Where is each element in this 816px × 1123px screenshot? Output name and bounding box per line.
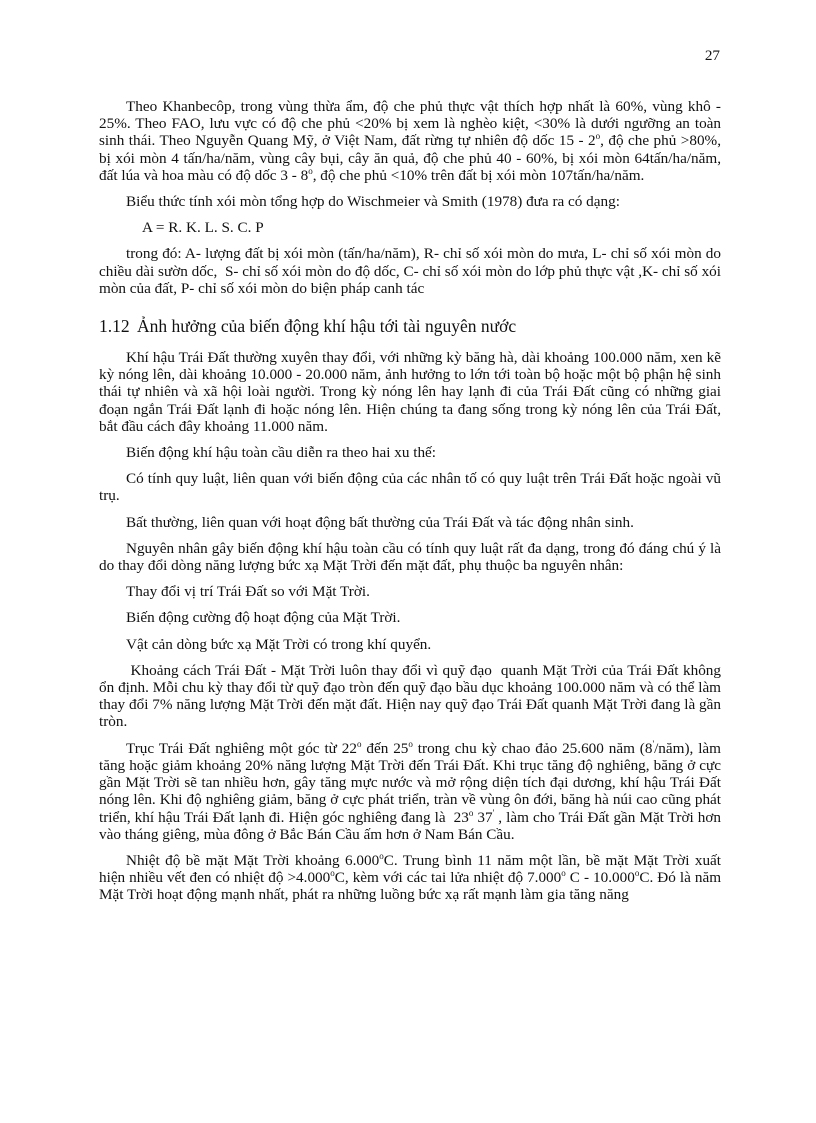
paragraph: Nhiệt độ bề mặt Mặt Trời khoảng 6.000$^o$C. Trung bình 11 năm một lần, bề mặt Mặt Trời xuất hiện nhiều vết đen có nhiệt độ $>4.000^oC$, kèm với các tai lửa nhiệt độ 7.000$^o$ C - 10.000$^o$C. Đó là năm Mặt Trời hoạt động mạnh nhất, phát ra những luồng bức xạ rất mạnh làm gia tăng năng [99,850,722,904]
paragraph: Biểu thức tính xói mòn tổng hợp do Wischmeier và Smith (1978) đưa ra có dạng: [126,193,620,211]
formula: A = R. K. L. S. C. P [142,219,264,237]
paragraph: Biến động cường độ hoạt động của Mặt Trời. [126,609,401,627]
document-body [99,98,721,913]
paragraph: Khí hậu Trái Đất thường xuyên thay đổi, với những kỳ băng hà, dài khoảng 100.000 năm, xen kẽ kỳ nóng lên, dài khoảng 10.000 - 20.000 năm, ảnh hưởng to lớn tới toàn bộ hoặc một bộ phận hệ sinh thái tự nhiên và xã hội loài người. Trong kỳ nóng lên hay lạnh đi của Trái Đất cũng có những giai đoạn ngắn Trái Đất lạnh đi hoặc nóng lên. Hiện chúng ta đang sống trong kỳ nóng lên của Trái Đất, bắt đầu cách đây khoảng 11.000 năm. [99,349,721,435]
paragraph: Vật cản dòng bức xạ Mặt Trời có trong khí quyển. [126,635,432,653]
paragraph: Khoảng cách Trái Đất - Mặt Trời luôn thay đổi vì quỹ đạo quanh Mặt Trời của Trái Đất không ổn định. Mỗi chu kỳ thay đổi từ quỹ đạo tròn đến quỹ đạo bầu dục khoảng 100.000 năm và có thể làm thay đổi 7% năng lượng Mặt Trời đến mặt đất. Hiện nay quỹ đạo Trái Đất quanh Mặt Trời đang là gần tròn. [99,661,721,731]
paragraph: Có tính quy luật, liên quan với biến động của các nhân tố có quy luật trên Trái Đất hoặc ngoài vũ trụ. [99,470,721,505]
section-title: Ảnh hưởng của biến động khí hậu tới tài nguyên nước [137,316,517,337]
paragraph: Trục Trái Đất nghiêng một góc từ 22$^o$ đến 25$^o$ trong chu kỳ chao đảo 25.600 năm (8'/năm), làm tăng hoặc giảm khoảng 20% năng lượng Mặt Trời đến Trái Đất. Khi trục tăng độ nghiêng, băng ở cực gần Mặt Trời sẽ tan nhiều hơn, gây tăng mực nước và mở rộng diện tích đại dương, khí hậu Trái Đất nóng lên. Khi độ nghiêng giảm, băng ở cực phát triển, tràn về vùng ôn đới, băng hà núi cao cũng phát triển, khí hậu Trái Đất lạnh đi. Hiện góc nghiêng đang là 23$^o$ 37' , làm cho Trái Đất gần Mặt Trời hơn vào tháng giêng, mùa đông ở Bắc Bán Cầu ấm hơn ở Nam Bán Cầu. [99,738,722,843]
section-number: 1.12 [99,316,130,337]
paragraph: Theo Khanbecôp, trong vùng thừa ẩm, độ che phủ thực vật thích hợp nhất là 60%, vùng khô - 25%. Theo FAO, lưu vực có độ che phủ <20% bị xem là nghèo kiệt, <30% là dưới ngưỡng an toàn sinh thái. Theo Nguyễn Quang Mỹ, ở Việt Nam, đất rừng tự nhiên độ dốc 15 - 2$^o$, độ che phủ >80%, bị xói mòn 4 tấn/ha/năm, vùng cây bụi, cây ăn quả, độ che phủ 40 - 60%, bị xói mòn 64tấn/ha/năm, đất lúa và hoa màu có độ dốc 3 - 8$^o$, độ che phủ <10% trên đất bị xói mòn 107tấn/ha/năm. [99,98,721,184]
paragraph: Thay đổi vị trí Trái Đất so với Mặt Trời. [126,583,370,601]
section-heading [99,316,721,336]
paragraph: Biến động khí hậu toàn cầu diễn ra theo hai xu thế: [126,444,436,462]
paragraph: trong đó: A- lượng đất bị xói mòn (tấn/ha/năm), R- chỉ số xói mòn do mưa, L- chỉ số xói mòn do chiều dài sườn dốc, S- chỉ số xói mòn do độ dốc, C- chỉ số xói mòn do lớp phủ thực vật ,K- chỉ số xói mòn của đất, P- chỉ số xói mòn do biện pháp canh tác [99,245,721,297]
paragraph: Nguyên nhân gây biến động khí hậu toàn cầu có tính quy luật rất đa dạng, trong đó đáng chú ý là do thay đổi dòng năng lượng bức xạ Mặt Trời đến mặt đất, phụ thuộc ba nguyên nhân: [99,539,721,575]
paragraph: Bất thường, liên quan với hoạt động bất thường của Trái Đất và tác động nhân sinh. [126,513,634,531]
page-number: 27 [704,47,720,64]
